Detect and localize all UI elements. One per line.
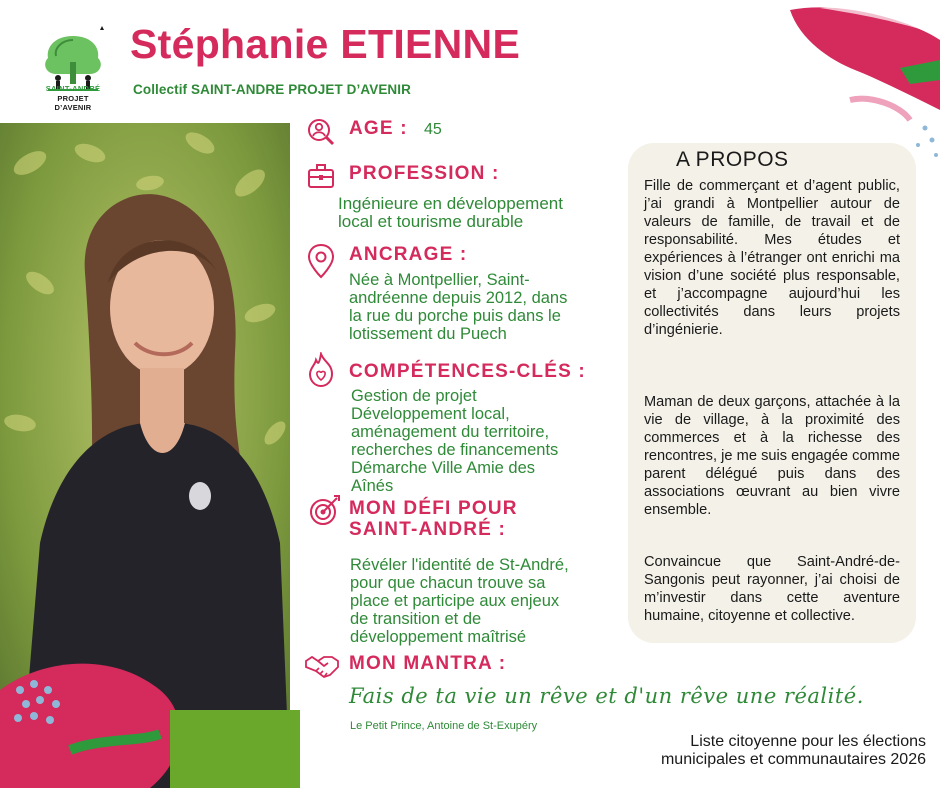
- defi-label-line1: MON DÉFI POUR: [349, 498, 518, 519]
- briefcase-icon: [306, 161, 336, 191]
- defi-label: [349, 499, 518, 540]
- footer-line1: Liste citoyenne pour les élections: [690, 733, 926, 750]
- candidate-name: Stéphanie ETIENNE: [130, 21, 521, 67]
- decorative-brush-bottom-left: [0, 650, 300, 788]
- apropos-paragraph-3: Convaincue que Saint-André-de-Sangonis peut rayonner, j’ai choisi de m’investir dans cette aventure humaine, citoyenne et collective.: [644, 554, 900, 624]
- apropos-title: A PROPOS: [676, 148, 789, 171]
- ancrage-line: andréenne depuis 2012, dans: [349, 289, 568, 307]
- competences-line: Aînés: [351, 477, 394, 495]
- footer-election-text: [566, 733, 926, 769]
- profession-text: [338, 195, 563, 231]
- ancrage-line: lotissement du Puech: [349, 325, 507, 343]
- competences-label: COMPÉTENCES-CLÉS :: [349, 361, 586, 382]
- logo-text-line1: SAINT-ANDRÉ: [45, 84, 101, 93]
- target-icon: [308, 493, 342, 527]
- apropos-paragraph-2: Maman de deux garçons, attachée à la vie de village, à la proximité des commerces et à la richesse des rencontres, je me suis engagée comme parent délégué puis dans des associations œuvrant au bien vivre ensemble.: [644, 394, 900, 518]
- age-label: AGE :: [349, 118, 408, 139]
- ancrage-line: Née à Montpellier, Saint-: [349, 271, 530, 289]
- ancrage-label: ANCRAGE :: [349, 244, 468, 265]
- competences-line: Démarche Ville Amie des: [351, 459, 536, 477]
- ancrage-text: [349, 271, 567, 343]
- apropos-paragraph-1: Fille de commerçant et d’agent public, j’ai grandi à Montpellier autour de valeurs de famille, de travail et de responsabilité. Mes études et expériences à l’étranger ont enrichi ma vision d’une société plus responsable, et j’accompagne aujourd’hui les collectivités dans leurs projets d’ingénierie.: [644, 178, 900, 338]
- profession-label: PROFESSION :: [349, 163, 500, 184]
- user-search-icon: [306, 117, 336, 147]
- competences-line: Développement local,: [351, 405, 510, 423]
- handshake-icon: [304, 649, 340, 681]
- defi-line: place et participe aux enjeux: [350, 592, 560, 610]
- competences-text: [351, 387, 558, 495]
- profession-line: local et tourisme durable: [338, 212, 524, 231]
- defi-label-line2: SAINT-ANDRÉ :: [349, 518, 507, 540]
- defi-line: pour que chacun trouve sa: [350, 574, 546, 592]
- logo-text-line2: PROJET D’AVENIR: [54, 94, 92, 112]
- competences-line: Gestion de projet: [351, 387, 477, 405]
- profession-line: Ingénieure en développement: [338, 194, 563, 213]
- location-pin-icon: [306, 243, 336, 279]
- defi-line: Révéler l'identité de St-André,: [350, 556, 569, 574]
- mantra-author: Le Petit Prince, Antoine de St-Exupéry: [350, 720, 538, 732]
- competences-line: recherches de financements: [351, 441, 559, 459]
- collectif-subtitle: Collectif SAINT-ANDRE PROJET D’AVENIR: [133, 82, 411, 97]
- competences-line: aménagement du territoire,: [351, 423, 550, 441]
- footer-line2: municipales et communautaires 2026: [660, 751, 926, 768]
- mantra-quote: Fais de ta vie un rêve et d'un rêve une réalité.: [349, 684, 864, 708]
- defi-line: développement maîtrisé: [350, 628, 527, 646]
- mantra-label: MON MANTRA :: [349, 653, 507, 674]
- defi-line: de transition et de: [350, 610, 482, 628]
- flame-heart-icon: [306, 352, 336, 388]
- ancrage-line: la rue du porche puis dans le: [349, 307, 561, 325]
- age-value: 45: [424, 121, 442, 138]
- defi-text: [350, 556, 569, 646]
